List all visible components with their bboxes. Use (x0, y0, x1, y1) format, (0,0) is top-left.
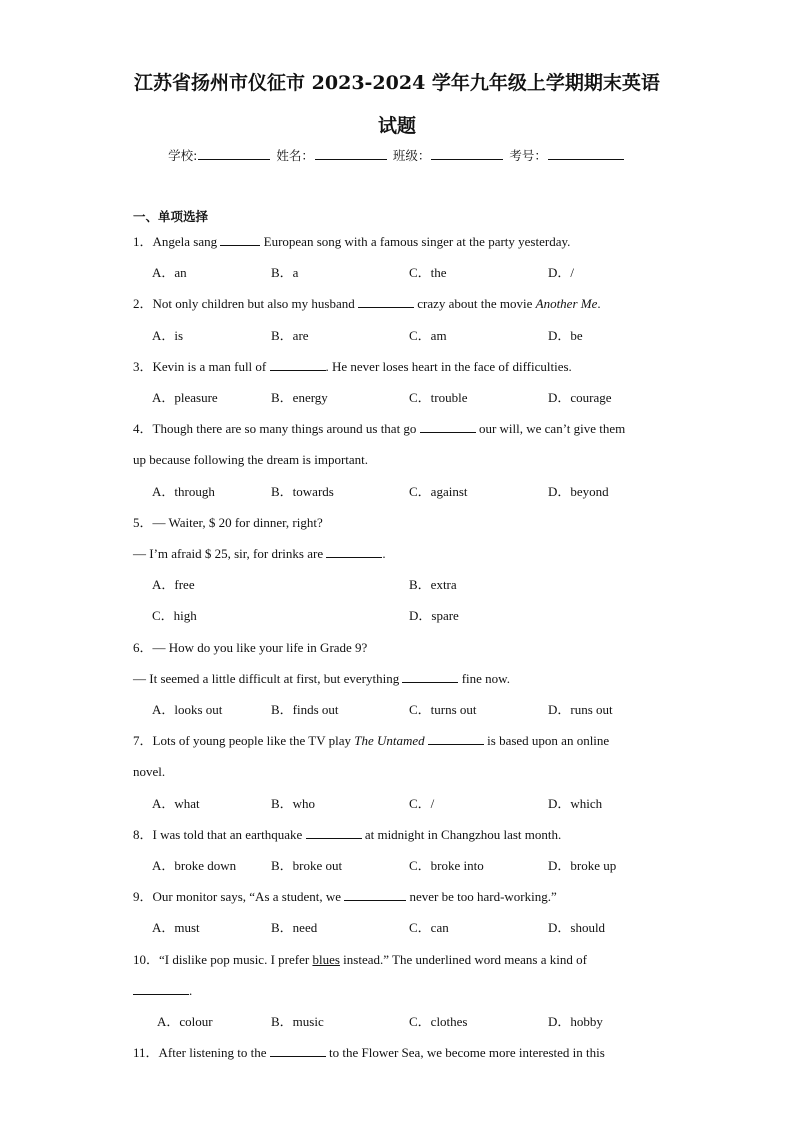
class-field[interactable] (431, 147, 503, 160)
q4-option-b[interactable]: B．towards (271, 484, 334, 499)
q9-option-d[interactable]: D．should (548, 920, 606, 935)
q2-option-b[interactable]: B．are (271, 328, 309, 343)
q1-option-d[interactable]: D．/ (548, 265, 575, 280)
q2-option-c[interactable]: C．am (409, 328, 447, 343)
answer-blank (402, 670, 458, 683)
q8-option-a[interactable]: A．broke down (152, 858, 237, 873)
question-1: 1．Angela sang European song with a famous singer at the party yesterday. (133, 234, 571, 249)
question-9: 9．Our monitor says, “As a student, we never be too hard-working.” (133, 889, 557, 904)
q10-option-b[interactable]: B．music (271, 1014, 324, 1029)
q7-option-b[interactable]: B．who (271, 796, 316, 811)
exam-title-line-1: 江苏省扬州市仪征市 2023-2024 学年九年级上学期期末英语 (134, 72, 660, 94)
question-number: 6． (133, 640, 153, 655)
school-field[interactable] (198, 147, 270, 160)
q4-option-a[interactable]: A．through (152, 484, 215, 499)
name-label: 姓名： (276, 148, 314, 163)
number-label: 考号： (509, 148, 547, 163)
q7-option-a[interactable]: A．what (152, 796, 200, 811)
q8-option-c[interactable]: C．broke into (409, 858, 484, 873)
q3-option-c[interactable]: C．trouble (409, 390, 468, 405)
q5-option-a[interactable]: A．free (152, 577, 195, 592)
question-number: 10． (133, 952, 160, 967)
question-number: 1． (133, 234, 153, 249)
question-4: 4．Though there are so many things around us that go our will, we can’t give them (133, 421, 626, 436)
q10-option-a[interactable]: A．colour (157, 1014, 213, 1029)
answer-blank (358, 295, 414, 308)
q8-option-d[interactable]: D．broke up (548, 858, 617, 873)
q5-option-c[interactable]: C．high (152, 608, 197, 623)
question-5-line-2: — I’m afraid $ 25, sir, for drinks are . (133, 546, 386, 561)
question-7-line-2: novel. (133, 764, 166, 779)
q6-option-a[interactable]: A．looks out (152, 702, 223, 717)
question-4-line-2: up because following the dream is important. (133, 452, 369, 467)
question-number: 3． (133, 359, 153, 374)
q7-option-d[interactable]: D．which (548, 796, 603, 811)
q10-option-d[interactable]: D．hobby (548, 1014, 603, 1029)
question-number: 8． (133, 827, 153, 842)
answer-blank (344, 888, 406, 901)
question-8: 8．I was told that an earthquake at midnight in Changzhou last month. (133, 827, 562, 842)
question-number: 7． (133, 733, 153, 748)
q2-option-a[interactable]: A．is (152, 328, 184, 343)
answer-blank (133, 982, 189, 995)
q5-option-d[interactable]: D．spare (409, 608, 459, 623)
q2-option-d[interactable]: D．be (548, 328, 583, 343)
q6-option-c[interactable]: C．turns out (409, 702, 477, 717)
answer-blank (326, 545, 382, 558)
q9-option-b[interactable]: B．need (271, 920, 318, 935)
q4-option-d[interactable]: D．beyond (548, 484, 609, 499)
q10-option-c[interactable]: C．clothes (409, 1014, 468, 1029)
question-number: 11． (133, 1045, 159, 1060)
question-11: 11．After listening to the to the Flower Sea, we become more interested in this (133, 1045, 605, 1060)
q9-option-c[interactable]: C．can (409, 920, 449, 935)
q7-option-c[interactable]: C．/ (409, 796, 435, 811)
exam-number-field[interactable] (548, 147, 624, 160)
q3-option-d[interactable]: D．courage (548, 390, 612, 405)
question-6-line-2: — It seemed a little difficult at first, but everything fine now. (133, 671, 510, 686)
class-label: 班级： (392, 148, 431, 163)
answer-blank (428, 732, 484, 745)
q4-option-c[interactable]: C．against (409, 484, 468, 499)
name-field[interactable] (315, 147, 387, 160)
answer-blank (270, 358, 326, 371)
q9-option-a[interactable]: A．must (152, 920, 200, 935)
answer-blank (220, 233, 260, 246)
answer-blank (270, 1044, 326, 1057)
q8-option-b[interactable]: B．broke out (271, 858, 343, 873)
school-label: 学校: (168, 148, 198, 163)
question-number: 2． (133, 296, 153, 311)
q3-option-b[interactable]: B．energy (271, 390, 328, 405)
question-2: 2．Not only children but also my husband crazy about the movie Another Me. (133, 296, 601, 311)
question-6: 6．— How do you like your life in Grade 9? (133, 640, 368, 655)
question-number: 4． (133, 421, 153, 436)
q1-option-a[interactable]: A．an (152, 265, 187, 280)
answer-blank (306, 826, 362, 839)
q1-option-c[interactable]: C．the (409, 265, 447, 280)
q1-option-b[interactable]: B．a (271, 265, 299, 280)
question-10: 10．“I dislike pop music. I prefer blues instead.” The underlined word means a kind of (133, 952, 587, 967)
question-number: 9． (133, 889, 153, 904)
student-info-line (0, 146, 794, 164)
underlined-word: blues (312, 952, 340, 967)
q6-option-b[interactable]: B．finds out (271, 702, 339, 717)
question-10-line-2: . (133, 982, 192, 1000)
q3-option-a[interactable]: A．pleasure (152, 390, 218, 405)
question-5: 5．— Waiter, $ 20 for dinner, right? (133, 515, 323, 530)
exam-title-line-2: 试题 (377, 115, 416, 137)
answer-blank (420, 420, 476, 433)
question-3: 3．Kevin is a man full of . He never loses heart in the face of difficulties. (133, 359, 572, 374)
q5-option-b[interactable]: B．extra (409, 577, 457, 592)
section-title: 一、单项选择 (133, 209, 209, 224)
q6-option-d[interactable]: D．runs out (548, 702, 613, 717)
question-number: 5． (133, 515, 153, 530)
question-7: 7．Lots of young people like the TV play The Untamed is based upon an online (133, 733, 610, 748)
